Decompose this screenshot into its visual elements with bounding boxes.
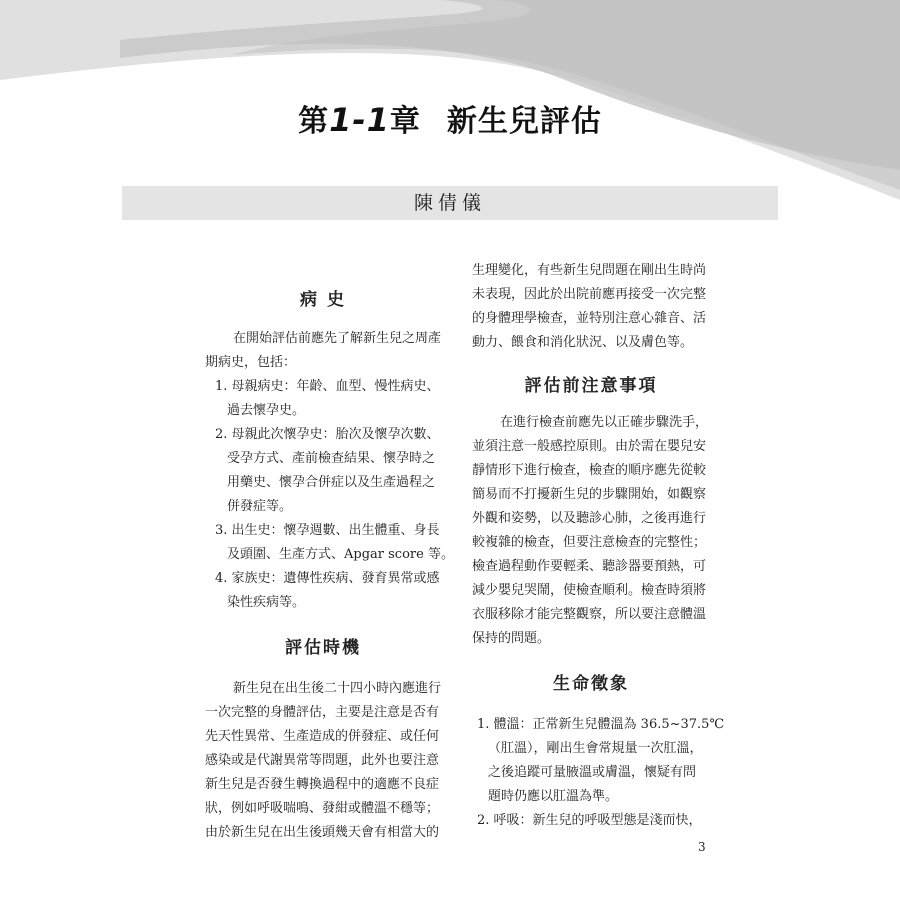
timing-line: 先天性異常、生產造成的併發症、或任何 xyxy=(205,729,440,744)
continuation-line: 生理變化，有些新生兒問題在剛出生時尚 xyxy=(472,263,707,278)
history-item-line: 染性疾病等。 xyxy=(227,595,306,610)
continuation-line: 動力、餵食和消化狀況、以及膚色等。 xyxy=(472,335,694,350)
precautions-heading: 評估前注意事項 xyxy=(524,376,658,396)
timing-line: 新生兒是否發生轉換過程中的適應不良症 xyxy=(205,777,440,792)
history-item-line: 過去懷孕史。 xyxy=(227,403,306,418)
precautions-line: 外觀和姿勢，以及聽診心肺，之後再進行 xyxy=(472,511,707,526)
vitals-item-line: （肛溫），剛出生會常規量一次肛溫， xyxy=(488,741,703,756)
chapter-prefix: 第 xyxy=(298,104,330,139)
chapter-title xyxy=(0,96,900,140)
history-item-line: 用藥史、懷孕合併症以及生產過程之 xyxy=(227,475,436,490)
right-column xyxy=(472,259,724,833)
precautions-line: 在進行檢查前應先以正確步驟洗手， xyxy=(500,415,709,430)
history-item-line: 3. 出生史：懷孕週數、出生體重、身長 xyxy=(215,523,440,538)
history-item-line: 4. 家族史：遺傳性疾病、發育異常或感 xyxy=(215,571,440,586)
precautions-line: 保持的問題。 xyxy=(472,631,551,646)
precautions-line: 減少嬰兒哭鬧，使檢查順利。檢查時須將 xyxy=(472,583,707,598)
precautions-line: 靜情形下進行檢查，檢查的順序應先從較 xyxy=(472,463,707,478)
vitals-item-line: 2. 呼吸：新生兒的呼吸型態是淺而快， xyxy=(477,813,702,828)
precautions-line: 檢查過程動作要輕柔、聽診器要預熱，可 xyxy=(472,559,707,574)
vitals-item-line: 題時仍應以肛溫為準。 xyxy=(488,789,619,804)
history-item-line: 受孕方式、產前檢查結果、懷孕時之 xyxy=(227,451,436,466)
page-number: 3 xyxy=(698,840,706,854)
continuation-line: 未表現，因此於出院前應再接受一次完整 xyxy=(472,287,707,302)
chapter-suffix: 章 xyxy=(389,104,421,139)
history-item-line: 併發症等。 xyxy=(227,499,293,514)
history-heading: 病 史 xyxy=(300,290,346,310)
continuation-line: 的身體理學檢查，並特別注意心雜音、活 xyxy=(472,311,707,326)
vitals-item-line: 之後追蹤可量腋溫或膚溫，懷疑有問 xyxy=(488,765,697,780)
timing-line: 由於新生兒在出生後頭幾天會有相當大的 xyxy=(205,825,440,840)
timing-line: 一次完整的身體評估，主要是注意是否有 xyxy=(205,705,440,720)
left-column xyxy=(205,283,454,845)
vitals-item-line: 1. 體溫：正常新生兒體溫為 36.5~37.5℃ xyxy=(477,717,724,732)
history-intro-line: 在開始評估前應先了解新生兒之周產 xyxy=(233,331,442,346)
history-item-line: 及頭圍、生產方式、Apgar score 等。 xyxy=(227,547,454,562)
timing-line: 狀，例如呼吸喘鳴、發紺或體溫不穩等； xyxy=(205,801,440,816)
chapter-name: 新生兒評估 xyxy=(446,104,602,139)
history-item-line: 1. 母親病史：年齡、血型、慢性病史、 xyxy=(215,379,440,394)
author-bar xyxy=(122,186,778,220)
timing-heading: 評估時機 xyxy=(285,638,361,658)
precautions-line: 較複雜的檢查，但要注意檢查的完整性； xyxy=(472,535,707,550)
precautions-line: 簡易而不打擾新生兒的步驟開始，如觀察 xyxy=(472,487,707,502)
timing-line: 新生兒在出生後二十四小時內應進行 xyxy=(233,681,442,696)
history-intro-line: 期病史，包括： xyxy=(205,355,297,370)
vitals-heading: 生命徵象 xyxy=(553,674,629,694)
precautions-line: 並須注意一般感控原則。由於需在嬰兒安 xyxy=(472,439,707,454)
precautions-line: 衣服移除才能完整觀察，所以要注意體溫 xyxy=(472,607,707,622)
history-item-line: 2. 母親此次懷孕史：胎次及懷孕次數、 xyxy=(215,427,440,442)
timing-line: 感染或是代謝異常等問題，此外也要注意 xyxy=(205,753,440,768)
author-name: 陳倩儀 xyxy=(413,192,486,214)
chapter-number: 1-1 xyxy=(329,101,390,139)
